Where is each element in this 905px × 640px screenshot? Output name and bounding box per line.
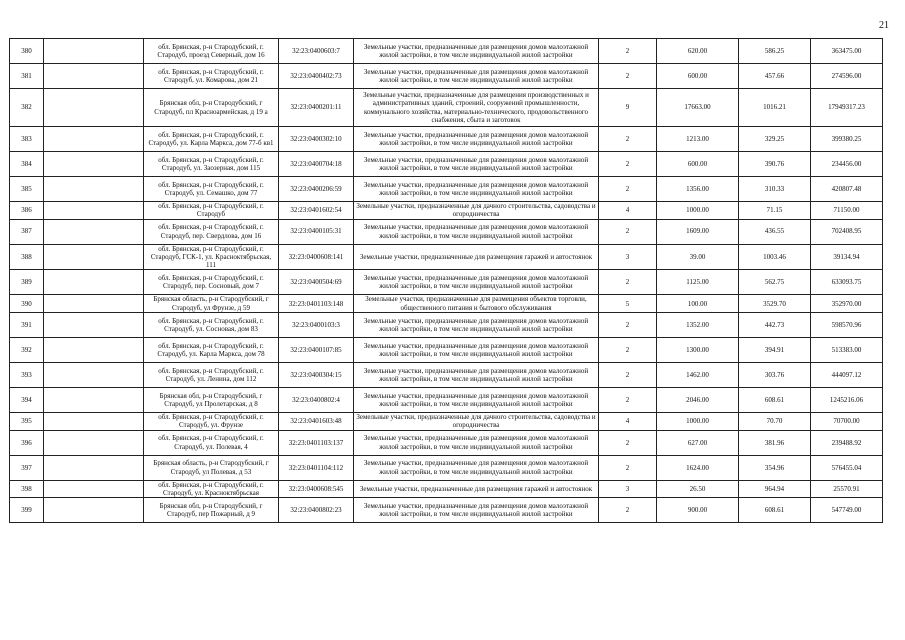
blank-cell	[44, 313, 144, 338]
table-row	[10, 480, 883, 498]
group-code-cell: 2	[599, 338, 657, 363]
cadastral-value-cell: 513383.00	[811, 338, 883, 363]
address-cell: обл. Брянская, р-н Стародубский, г. Стародуб, ул. Семашко, дом 77	[144, 177, 279, 202]
specific-value-cell: 354.96	[739, 455, 811, 480]
blank-cell	[44, 270, 144, 295]
cadastral-number-cell: 32:23:0400105:31	[279, 219, 354, 244]
area-cell: 39.00	[657, 244, 739, 270]
cadastral-value-cell: 1245216.06	[811, 388, 883, 413]
address-cell: обл. Брянская, р-н Стародубский, г. Стародуб, ул. Фрунзе	[144, 413, 279, 431]
specific-value-cell: 608.61	[739, 388, 811, 413]
table-row	[10, 388, 883, 413]
cadastral-value-cell: 234456.00	[811, 152, 883, 177]
address-cell: обл. Брянская, р-н Стародубский, г. Стародуб, ул. Карла Маркса, дом 78	[144, 338, 279, 363]
blank-cell	[44, 177, 144, 202]
blank-cell	[44, 455, 144, 480]
cadastral-value-cell: 598570.96	[811, 313, 883, 338]
cadastral-number-cell: 32:23:0400704:18	[279, 152, 354, 177]
area-cell: 1609.00	[657, 219, 739, 244]
blank-cell	[44, 89, 144, 127]
specific-value-cell: 329.25	[739, 127, 811, 152]
address-cell: обл. Брянская, р-н Стародубский, г. Стародуб, ГСК-1, ул. Красноктябрьская, 111	[144, 244, 279, 270]
address-cell: Брянская область, р-н Стародубский, г Стародуб, ул Фрунзе, д 59	[144, 295, 279, 313]
group-code-cell: 3	[599, 244, 657, 270]
land-use-cell: Земельные участки, предназначенные для размещения объектов торговли, общественного питания и бытового обслуживания	[354, 295, 599, 313]
group-code-cell: 2	[599, 177, 657, 202]
land-use-cell: Земельные участки, предназначенные для размещения домов малоэтажной жилой застройки, в том числе индивидуальной жилой застройки	[354, 498, 599, 523]
group-code-cell: 3	[599, 480, 657, 498]
table-row	[10, 270, 883, 295]
group-code-cell: 2	[599, 363, 657, 388]
table-row	[10, 313, 883, 338]
table-row	[10, 64, 883, 89]
specific-value-cell: 442.73	[739, 313, 811, 338]
row-number-cell: 390	[10, 295, 44, 313]
address-cell: обл. Брянская, р-н Стародубский, г. Стародуб	[144, 202, 279, 220]
table-row	[10, 89, 883, 127]
group-code-cell: 2	[599, 455, 657, 480]
address-cell: обл. Брянская, р-н Стародубский, г. Стародуб, пер. Свердлова, дом 16	[144, 219, 279, 244]
table-row	[10, 363, 883, 388]
row-number-cell: 399	[10, 498, 44, 523]
address-cell: обл. Брянская, р-н Стародубский, г. Стародуб, ул. Комарова, дом 21	[144, 64, 279, 89]
address-cell: обл. Брянская, р-н Стародубский, г. Стародуб, ул. Карла Маркса, дом 77-б кв1	[144, 127, 279, 152]
area-cell: 600.00	[657, 64, 739, 89]
cadastral-value-cell: 420807.48	[811, 177, 883, 202]
group-code-cell: 4	[599, 413, 657, 431]
specific-value-cell: 394.91	[739, 338, 811, 363]
row-number-cell: 392	[10, 338, 44, 363]
land-use-cell: Земельные участки, предназначенные для размещения домов малоэтажной жилой застройки, в том числе индивидуальной жилой застройки	[354, 363, 599, 388]
land-use-cell: Земельные участки, предназначенные для размещения домов малоэтажной жилой застройки, в том числе индивидуальной жилой застройки	[354, 127, 599, 152]
cadastral-number-cell: 32:23:0400402:73	[279, 64, 354, 89]
table-row	[10, 177, 883, 202]
land-use-cell: Земельные участки, предназначенные для размещения домов малоэтажной жилой застройки, в том числе индивидуальной жилой застройки	[354, 39, 599, 64]
area-cell: 620.00	[657, 39, 739, 64]
area-cell: 2046.00	[657, 388, 739, 413]
cadastral-number-cell: 32:23:0401103:148	[279, 295, 354, 313]
cadastral-number-cell: 32:23:0400802:23	[279, 498, 354, 523]
row-number-cell: 389	[10, 270, 44, 295]
row-number-cell: 388	[10, 244, 44, 270]
cadastral-value-cell: 239488.92	[811, 430, 883, 455]
specific-value-cell: 964.94	[739, 480, 811, 498]
cadastral-value-cell: 39134.94	[811, 244, 883, 270]
area-cell: 1125.00	[657, 270, 739, 295]
specific-value-cell: 303.76	[739, 363, 811, 388]
blank-cell	[44, 498, 144, 523]
cadastral-value-cell: 576455.04	[811, 455, 883, 480]
specific-value-cell: 1003.46	[739, 244, 811, 270]
land-use-cell: Земельные участки, предназначенные для размещения домов малоэтажной жилой застройки, в том числе индивидуальной жилой застройки	[354, 388, 599, 413]
table-row	[10, 219, 883, 244]
group-code-cell: 2	[599, 219, 657, 244]
area-cell: 627.00	[657, 430, 739, 455]
area-cell: 1356.00	[657, 177, 739, 202]
cadastral-number-cell: 32:23:0400302:10	[279, 127, 354, 152]
group-code-cell: 4	[599, 202, 657, 220]
group-code-cell: 2	[599, 313, 657, 338]
specific-value-cell: 436.55	[739, 219, 811, 244]
blank-cell	[44, 338, 144, 363]
group-code-cell: 2	[599, 388, 657, 413]
group-code-cell: 2	[599, 152, 657, 177]
blank-cell	[44, 363, 144, 388]
cadastral-value-cell: 547749.00	[811, 498, 883, 523]
row-number-cell: 391	[10, 313, 44, 338]
land-use-cell: Земельные участки, предназначенные для размещения производственных и административных зданий, строений, сооружений промышленности, коммунального хозяйства, материально-технического, продовольственного снабжения, сбыта и заготовок	[354, 89, 599, 127]
group-code-cell: 2	[599, 498, 657, 523]
land-use-cell: Земельные участки, предназначенные для размещения домов малоэтажной жилой застройки, в том числе индивидуальной жилой застройки	[354, 455, 599, 480]
specific-value-cell: 457.66	[739, 64, 811, 89]
land-use-cell: Земельные участки, предназначенные для размещения гаражей и автостоянок	[354, 244, 599, 270]
cadastral-number-cell: 32:23:0401602:54	[279, 202, 354, 220]
table-row	[10, 202, 883, 220]
cadastral-number-cell: 32:23:0400107:85	[279, 338, 354, 363]
specific-value-cell: 310.33	[739, 177, 811, 202]
group-code-cell: 5	[599, 295, 657, 313]
row-number-cell: 384	[10, 152, 44, 177]
blank-cell	[44, 244, 144, 270]
blank-cell	[44, 388, 144, 413]
cadastral-value-cell: 274596.00	[811, 64, 883, 89]
specific-value-cell: 381.96	[739, 430, 811, 455]
table-row	[10, 413, 883, 431]
group-code-cell: 2	[599, 39, 657, 64]
table-row	[10, 127, 883, 152]
area-cell: 600.00	[657, 152, 739, 177]
specific-value-cell: 70.70	[739, 413, 811, 431]
group-code-cell: 2	[599, 430, 657, 455]
blank-cell	[44, 413, 144, 431]
table-row	[10, 430, 883, 455]
specific-value-cell: 608.61	[739, 498, 811, 523]
area-cell: 1462.00	[657, 363, 739, 388]
row-number-cell: 382	[10, 89, 44, 127]
land-use-cell: Земельные участки, предназначенные для размещения домов малоэтажной жилой застройки, в том числе индивидуальной жилой застройки	[354, 64, 599, 89]
row-number-cell: 396	[10, 430, 44, 455]
table-row	[10, 338, 883, 363]
address-cell: обл. Брянская, р-н Стародубский, г. Стародуб, проезд Северный, дом 16	[144, 39, 279, 64]
row-number-cell: 393	[10, 363, 44, 388]
land-use-cell: Земельные участки, предназначенные для размещения домов малоэтажной жилой застройки, в том числе индивидуальной жилой застройки	[354, 338, 599, 363]
row-number-cell: 397	[10, 455, 44, 480]
area-cell: 1000.00	[657, 202, 739, 220]
blank-cell	[44, 39, 144, 64]
address-cell: обл. Брянская, р-н Стародубский, г. Стародуб, ул. Заозерная, дом 115	[144, 152, 279, 177]
page-number: 21	[879, 20, 889, 31]
row-number-cell: 381	[10, 64, 44, 89]
cadastral-value-cell: 352970.00	[811, 295, 883, 313]
address-cell: обл. Брянская, р-н Стародубский, г. Стародуб, ул. Ленина, дом 112	[144, 363, 279, 388]
address-cell: обл. Брянская, р-н Стародубский, г. Стародуб, ул. Красноктябрьская	[144, 480, 279, 498]
specific-value-cell: 3529.70	[739, 295, 811, 313]
cadastral-number-cell: 32:23:0401103:137	[279, 430, 354, 455]
group-code-cell: 2	[599, 270, 657, 295]
cadastral-number-cell: 32:23:0400603:7	[279, 39, 354, 64]
blank-cell	[44, 127, 144, 152]
row-number-cell: 394	[10, 388, 44, 413]
area-cell: 100.00	[657, 295, 739, 313]
table-row	[10, 455, 883, 480]
cadastral-number-cell: 32:23:0400608:141	[279, 244, 354, 270]
cadastral-value-cell: 25570.91	[811, 480, 883, 498]
row-number-cell: 398	[10, 480, 44, 498]
cadastral-number-cell: 32:23:0400608:545	[279, 480, 354, 498]
land-use-cell: Земельные участки, предназначенные для размещения домов малоэтажной жилой застройки, в том числе индивидуальной жилой застройки	[354, 270, 599, 295]
area-cell: 1624.00	[657, 455, 739, 480]
blank-cell	[44, 202, 144, 220]
row-number-cell: 386	[10, 202, 44, 220]
cadastral-value-table	[9, 38, 883, 523]
area-cell: 1352.00	[657, 313, 739, 338]
land-use-cell: Земельные участки, предназначенные для дачного строительства, садоводства и огородничества	[354, 413, 599, 431]
blank-cell	[44, 430, 144, 455]
cadastral-number-cell: 32:23:0400504:69	[279, 270, 354, 295]
blank-cell	[44, 152, 144, 177]
area-cell: 17663.00	[657, 89, 739, 127]
cadastral-value-cell: 399380.25	[811, 127, 883, 152]
area-cell: 1300.00	[657, 338, 739, 363]
address-cell: Брянская обл, р-н Стародубский, г Стародуб, пл Красноармейская, д 19 а	[144, 89, 279, 127]
area-cell: 900.00	[657, 498, 739, 523]
group-code-cell: 2	[599, 127, 657, 152]
blank-cell	[44, 295, 144, 313]
cadastral-value-cell: 363475.00	[811, 39, 883, 64]
table-row	[10, 498, 883, 523]
cadastral-value-cell: 702408.95	[811, 219, 883, 244]
group-code-cell: 9	[599, 89, 657, 127]
specific-value-cell: 586.25	[739, 39, 811, 64]
row-number-cell: 395	[10, 413, 44, 431]
cadastral-number-cell: 32:23:0400206:59	[279, 177, 354, 202]
blank-cell	[44, 64, 144, 89]
specific-value-cell: 562.75	[739, 270, 811, 295]
table-body	[10, 39, 883, 523]
table-row	[10, 244, 883, 270]
cadastral-number-cell: 32:23:0400103:3	[279, 313, 354, 338]
address-cell: обл. Брянская, р-н Стародубский, г. Стародуб, ул. Полевая, 4	[144, 430, 279, 455]
group-code-cell: 2	[599, 64, 657, 89]
area-cell: 1000.00	[657, 413, 739, 431]
address-cell: Брянская обл, р-н Стародубский, г Стародуб, пер Пожарный, д 9	[144, 498, 279, 523]
area-cell: 1213.00	[657, 127, 739, 152]
row-number-cell: 380	[10, 39, 44, 64]
table-row	[10, 295, 883, 313]
specific-value-cell: 1016.21	[739, 89, 811, 127]
area-cell: 26.50	[657, 480, 739, 498]
cadastral-number-cell: 32:23:0400802:4	[279, 388, 354, 413]
address-cell: Брянская обл, р-н Стародубский, г Стародуб, ул Пролетарская, д 8	[144, 388, 279, 413]
cadastral-number-cell: 32:23:0400201:11	[279, 89, 354, 127]
cadastral-value-cell: 70700.00	[811, 413, 883, 431]
cadastral-number-cell: 32:23:0400304:15	[279, 363, 354, 388]
table-row	[10, 39, 883, 64]
cadastral-value-cell: 444097.12	[811, 363, 883, 388]
land-use-cell: Земельные участки, предназначенные для дачного строительства, садоводства и огородничества	[354, 202, 599, 220]
land-use-cell: Земельные участки, предназначенные для размещения гаражей и автостоянок	[354, 480, 599, 498]
row-number-cell: 383	[10, 127, 44, 152]
cadastral-value-cell: 633093.75	[811, 270, 883, 295]
cadastral-number-cell: 32:23:0401104:112	[279, 455, 354, 480]
specific-value-cell: 71.15	[739, 202, 811, 220]
land-use-cell: Земельные участки, предназначенные для размещения домов малоэтажной жилой застройки, в том числе индивидуальной жилой застройки	[354, 177, 599, 202]
row-number-cell: 387	[10, 219, 44, 244]
address-cell: Брянская область, р-н Стародубский, г Стародуб, ул Полевая, д 53	[144, 455, 279, 480]
land-use-cell: Земельные участки, предназначенные для размещения домов малоэтажной жилой застройки, в том числе индивидуальной жилой застройки	[354, 313, 599, 338]
cadastral-value-cell: 71150.00	[811, 202, 883, 220]
cadastral-number-cell: 32:23:0401603:48	[279, 413, 354, 431]
land-use-cell: Земельные участки, предназначенные для размещения домов малоэтажной жилой застройки, в том числе индивидуальной жилой застройки	[354, 430, 599, 455]
blank-cell	[44, 219, 144, 244]
address-cell: обл. Брянская, р-н Стародубский, г. Стародуб, пер. Сосновый, дом 7	[144, 270, 279, 295]
blank-cell	[44, 480, 144, 498]
specific-value-cell: 390.76	[739, 152, 811, 177]
table-row	[10, 152, 883, 177]
land-use-cell: Земельные участки, предназначенные для размещения домов малоэтажной жилой застройки, в том числе индивидуальной жилой застройки	[354, 219, 599, 244]
cadastral-value-cell: 17949317.23	[811, 89, 883, 127]
address-cell: обл. Брянская, р-н Стародубский, г. Стародуб, ул. Сосновая, дом 83	[144, 313, 279, 338]
land-use-cell: Земельные участки, предназначенные для размещения домов малоэтажной жилой застройки, в том числе индивидуальной жилой застройки	[354, 152, 599, 177]
row-number-cell: 385	[10, 177, 44, 202]
